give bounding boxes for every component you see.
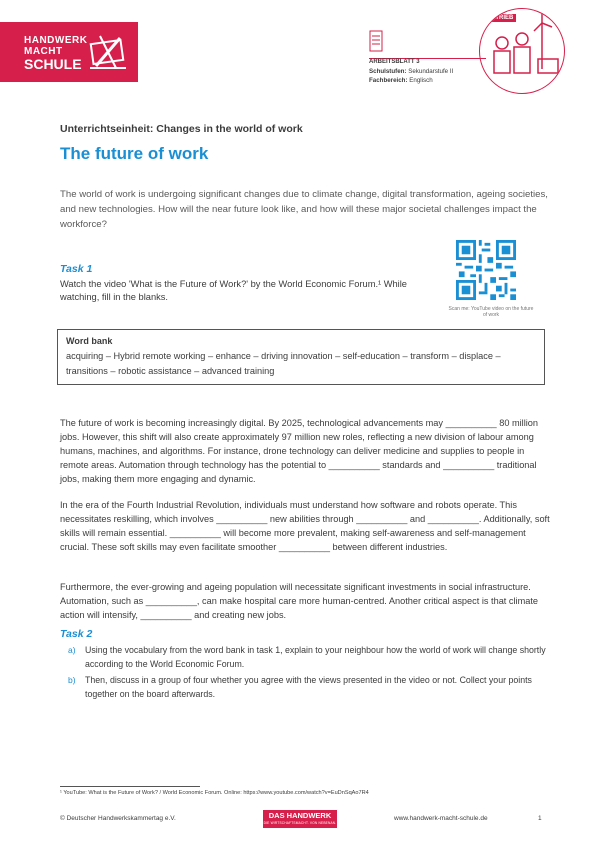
betrieb-badge: BETRIEB bbox=[484, 14, 516, 22]
page-number: 1 bbox=[538, 815, 542, 822]
task1-title: Task 1 bbox=[60, 263, 93, 275]
cloze-paragraph-3: Furthermore, the ever-growing and ageing population will necessitate significant investments in social infrastructure. Automation, such as __________, can make hospital care more human-centred. Another critical aspect is that climate action will intensify, __________ and creating new jobs. bbox=[60, 582, 539, 620]
footer-logo-main: DAS HANDWERK bbox=[268, 811, 332, 820]
task1-instructions: Watch the video 'What is the Future of Work?' by the World Economic Forum.¹ While watching, fill in the blanks. bbox=[60, 279, 407, 302]
task2-item-a bbox=[60, 643, 550, 671]
cloze-paragraph-1: The future of work is becoming increasingly digital. By 2025, technological advancements may __________ 80 million jobs. However, this shift will also create approximately 97 million new roles, reflecting a new division of labour among humans, machines, and algorithms. For instance, drone technology can deliver medicine and supplies to people in remote areas. Automation through technology has the potential to __________ standards and __________ traditional jobs, making them more engaging and dynamic. bbox=[60, 418, 539, 484]
intro-paragraph: The world of work is undergoing significant changes due to climate change, digital transformation, ageing societies, and new technologies. How will the near future look like, and how will these major societal challenges impact the workforce? bbox=[60, 189, 548, 230]
logo-line3: SCHULE bbox=[24, 56, 82, 72]
task2-item-text: Then, discuss in a group of four whether you agree with the views presented in the video or not. Collect your points together on the board afterwards. bbox=[85, 675, 532, 699]
das-handwerk-logo bbox=[263, 810, 337, 828]
sheet-label: ARBEITSBLATT 3 bbox=[369, 59, 420, 65]
worksheet-icon bbox=[369, 30, 383, 52]
footer-copyright: © Deutscher Handwerkskammertag e.V. bbox=[60, 815, 176, 822]
subject: Fachbereich: Englisch bbox=[369, 77, 433, 84]
qr-code-icon[interactable] bbox=[456, 240, 516, 300]
school-level: Schulstufen: Sekundarstufe II bbox=[369, 68, 454, 75]
qr-caption: Scan me: YouTube video on the future of work bbox=[448, 306, 534, 318]
logo-text bbox=[24, 35, 87, 71]
list-marker: a) bbox=[68, 645, 76, 655]
task2-title: Task 2 bbox=[60, 628, 93, 640]
brand-logo bbox=[0, 22, 138, 82]
task2-list bbox=[60, 643, 550, 703]
logo-line2: MACHT bbox=[24, 46, 63, 57]
list-marker: b) bbox=[68, 675, 76, 685]
footnote-divider bbox=[60, 786, 200, 787]
logo-line1: HANDWERK bbox=[24, 35, 88, 46]
word-bank-title: Word bank bbox=[66, 336, 113, 346]
footer-logo-sub: DIE WIRTSCHAFTSMACHT. VON NEBENAN. bbox=[263, 821, 337, 825]
word-bank-words: acquiring – Hybrid remote working – enhance – driving innovation – self-education – transform – displace – transitions – robotic assistance – advanced training bbox=[66, 351, 501, 376]
page-title: The future of work bbox=[60, 144, 209, 163]
footer-url[interactable]: www.handwerk-macht-schule.de bbox=[394, 815, 488, 822]
betrieb-illustration bbox=[479, 8, 565, 94]
cloze-paragraph-2: In the era of the Fourth Industrial Revolution, individuals must understand how software and robots operate. This necessitates reskilling, which involves __________ new abilities through __________ and __________. Additionally, soft skills will remain essential. __________ will become more prevalent, making self-awareness and self-management crucial. These soft skills may even facilitate smoother __________ between different industries. bbox=[60, 500, 550, 552]
unit-title: Unterrichtseinheit: Changes in the world of work bbox=[60, 123, 303, 135]
task2-item-b bbox=[60, 673, 550, 701]
task2-item-text: Using the vocabulary from the word bank in task 1, explain to your neighbour how the world of work will change shortly according to the World Economic Forum. bbox=[85, 645, 546, 669]
pencil-ruler-board-icon bbox=[86, 30, 130, 74]
footnote[interactable]: ¹ YouTube: What is the Future of Work? / World Economic Forum. Online: https://www.youtube.com/watch?v=EuDnSqAo7R4 bbox=[60, 790, 369, 796]
word-bank-box bbox=[57, 329, 545, 385]
